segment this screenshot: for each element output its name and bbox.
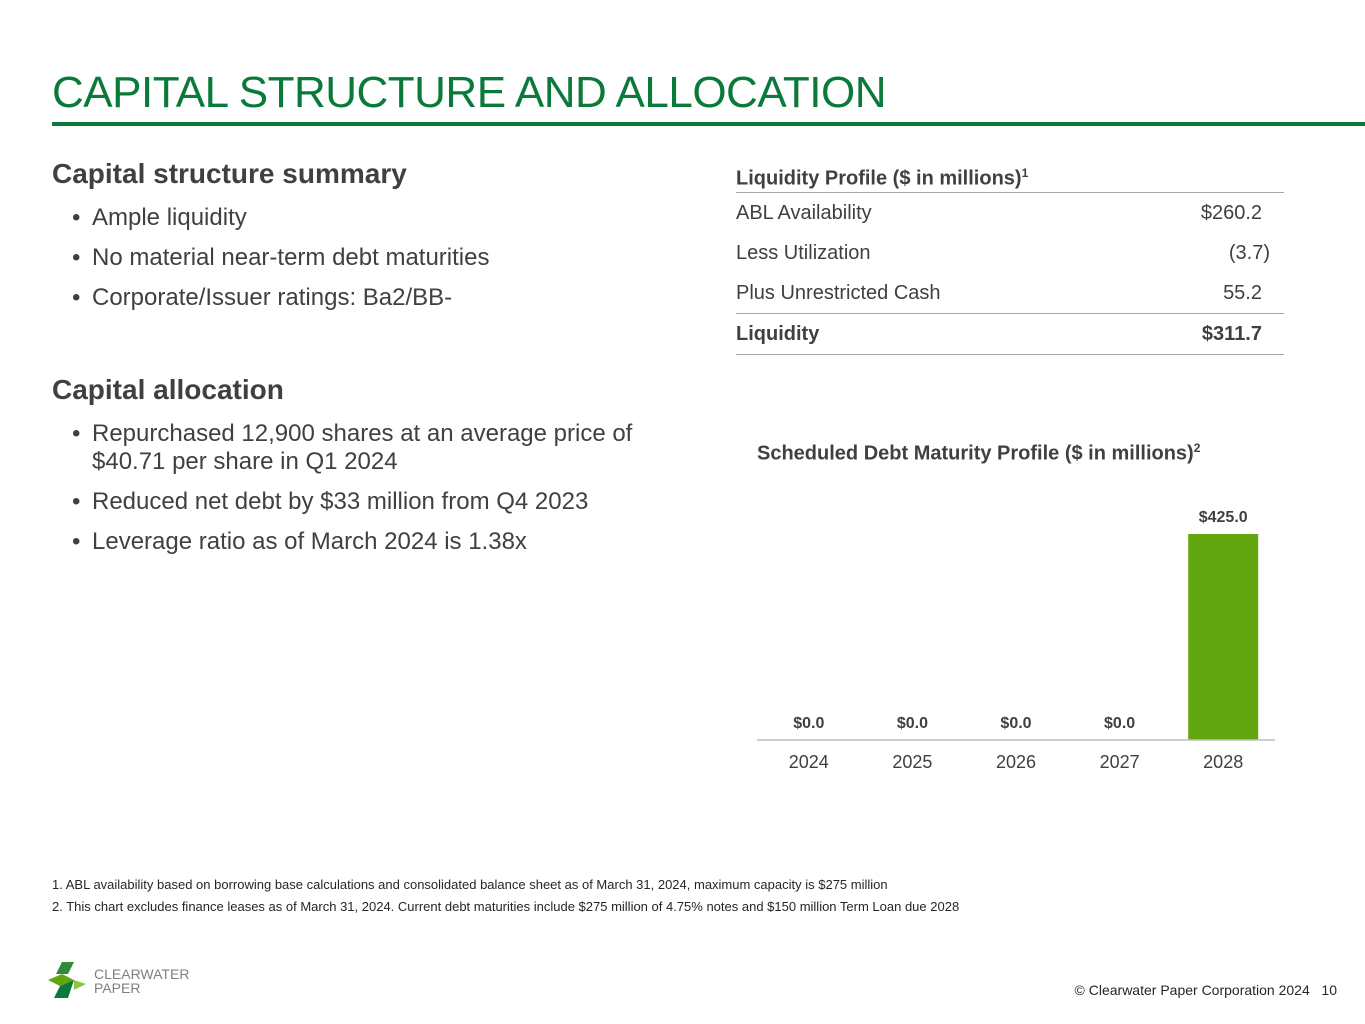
page-footer bbox=[1075, 982, 1337, 998]
data-label: $425.0 bbox=[1198, 509, 1248, 526]
logo-text-line2: PAPER bbox=[94, 980, 141, 996]
allocation-bullet: • Leverage ratio as of March 2024 is 1.38x bbox=[70, 528, 650, 556]
logo-text-line1: CLEARWATER bbox=[94, 966, 190, 982]
bar-2028 bbox=[1188, 534, 1258, 740]
x-tick-label: 2027 bbox=[1099, 752, 1140, 772]
liquidity-heading-text: Liquidity Profile ($ in millions) bbox=[736, 167, 1022, 190]
summary-bullet: • Ample liquidity bbox=[70, 204, 670, 232]
chart-title-text: Scheduled Debt Maturity Profile ($ in millions) bbox=[757, 442, 1194, 465]
copyright-text: © Clearwater Paper Corporation 2024 bbox=[1074, 982, 1310, 998]
x-tick-label: 2028 bbox=[1203, 752, 1244, 772]
liquidity-row-value: (3.7) bbox=[1228, 242, 1270, 264]
liquidity-row-label: Less Utilization bbox=[736, 242, 871, 264]
page-number: 10 bbox=[1321, 982, 1337, 998]
liquidity-row-value: 55.2 bbox=[1223, 282, 1262, 304]
data-label: $0.0 bbox=[1000, 715, 1032, 732]
x-tick-label: 2025 bbox=[892, 752, 933, 772]
summary-bullet: • Corporate/Issuer ratings: Ba2/BB- bbox=[70, 284, 670, 312]
footnote-ref: 1 bbox=[1021, 166, 1029, 180]
footnote-ref: 2 bbox=[1193, 441, 1201, 455]
liquidity-row-value: $260.2 bbox=[1200, 202, 1262, 224]
summary-heading: Capital structure summary bbox=[52, 158, 407, 189]
footnotes bbox=[52, 876, 959, 920]
company-logo bbox=[46, 960, 206, 1004]
allocation-bullet: • Repurchased 12,900 shares at an average price of $40.71 per share in Q1 2024 bbox=[70, 420, 650, 476]
liquidity-total-label: Liquidity bbox=[736, 323, 820, 345]
summary-bullet: • No material near-term debt maturities bbox=[70, 244, 670, 272]
liquidity-row-label: Plus Unrestricted Cash bbox=[736, 282, 941, 304]
allocation-bullet: • Reduced net debt by $33 million from Q4 2023 bbox=[70, 488, 650, 516]
liquidity-row-label: ABL Availability bbox=[736, 202, 872, 224]
page-title: CAPITAL STRUCTURE AND ALLOCATION bbox=[52, 68, 887, 117]
data-label: $0.0 bbox=[896, 715, 928, 732]
data-label: $0.0 bbox=[793, 715, 825, 732]
footnote-1: 1. ABL availability based on borrowing base calculations and consolidated balance sheet as of March 31, 2024, maximum capacity is $275 million bbox=[52, 877, 888, 892]
allocation-heading: Capital allocation bbox=[52, 374, 284, 405]
x-tick-label: 2024 bbox=[788, 752, 829, 772]
liquidity-total-value: $311.7 bbox=[1201, 323, 1262, 345]
x-tick-label: 2026 bbox=[995, 752, 1037, 772]
footnote-2: 2. This chart excludes finance leases as of March 31, 2024. Current debt maturities include $275 million of 4.75% notes and $150 million Term Loan due 2028 bbox=[52, 899, 960, 914]
data-label: $0.0 bbox=[1104, 715, 1136, 732]
logo-mark-icon bbox=[46, 960, 206, 1004]
